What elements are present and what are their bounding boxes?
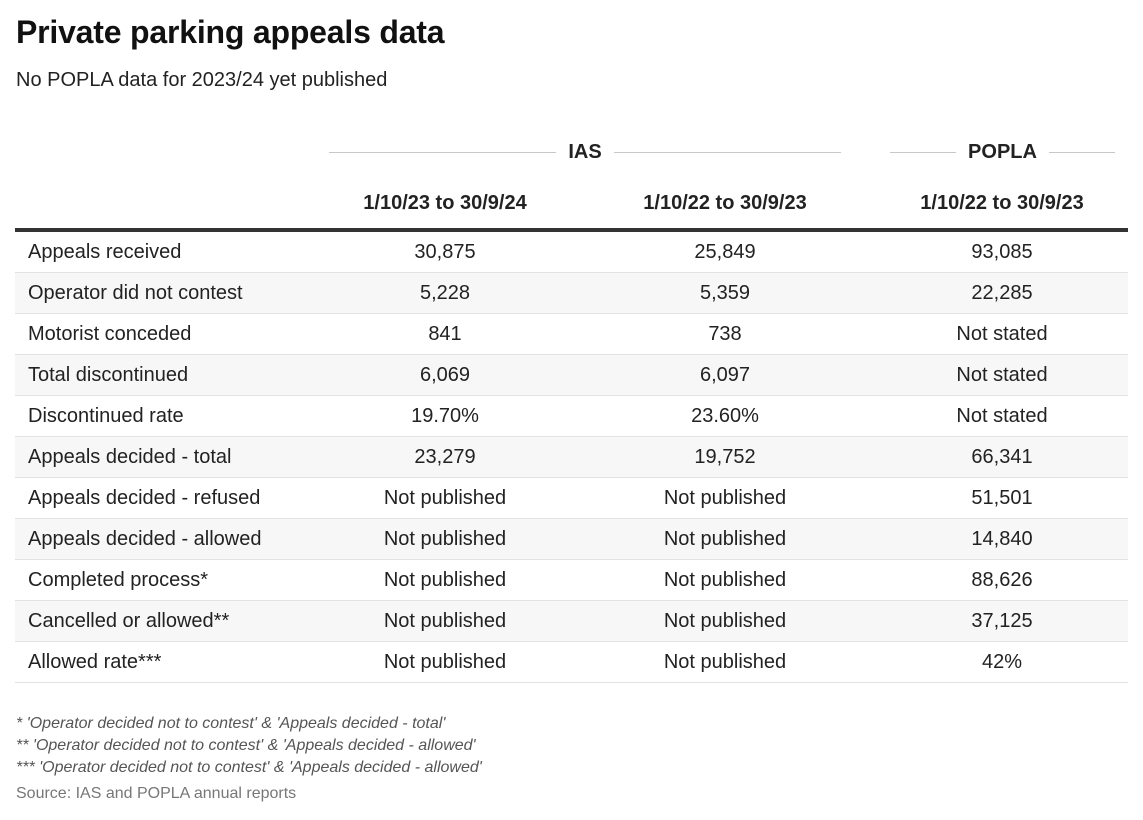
table-row xyxy=(15,560,1128,601)
table-cell: Not published xyxy=(663,569,787,591)
table-cell: Not stated xyxy=(956,323,1048,345)
group-rule xyxy=(1049,152,1115,153)
table-cell: Not published xyxy=(663,651,787,673)
chart-title: Private parking appeals data xyxy=(16,14,445,50)
table-cell: Not stated xyxy=(956,364,1048,386)
table-cell: 19.70% xyxy=(411,405,479,427)
table-body xyxy=(15,232,1128,683)
row-label: Appeals decided - allowed xyxy=(28,528,262,550)
table-row xyxy=(15,314,1128,355)
row-label: Appeals received xyxy=(28,241,182,263)
table-cell: 5,359 xyxy=(699,282,751,304)
table-cell: Not published xyxy=(383,610,507,632)
table-cell: 25,849 xyxy=(694,241,756,263)
row-label: Allowed rate*** xyxy=(28,651,162,673)
table-cell: 6,069 xyxy=(419,364,471,386)
table-cell: 37,125 xyxy=(971,610,1033,632)
table-cell: Not published xyxy=(663,528,787,550)
footnote: ** 'Operator decided not to contest' & 'Appeals decided - allowed' xyxy=(16,737,476,754)
group-header-ias xyxy=(329,139,841,165)
table-cell: 841 xyxy=(428,323,462,345)
table-cell: Not published xyxy=(663,610,787,632)
table-row xyxy=(15,355,1128,396)
column-header-ias-2023-24: 1/10/23 to 30/9/24 xyxy=(363,192,527,214)
table-cell: 19,752 xyxy=(694,446,756,468)
table-cell: Not published xyxy=(383,487,507,509)
row-label: Appeals decided - total xyxy=(28,446,232,468)
table-row xyxy=(15,396,1128,437)
row-label: Motorist conceded xyxy=(28,323,192,345)
table-cell: 42% xyxy=(981,651,1023,673)
group-label-popla: POPLA xyxy=(968,140,1037,163)
group-rule xyxy=(890,152,956,153)
footnote: *** 'Operator decided not to contest' & 'Appeals decided - allowed' xyxy=(16,759,482,776)
group-rule xyxy=(329,152,556,153)
table-cell: Not published xyxy=(383,569,507,591)
column-header-popla-2022-23: 1/10/22 to 30/9/23 xyxy=(920,192,1084,214)
row-label: Cancelled or allowed** xyxy=(28,610,230,632)
source-note: Source: IAS and POPLA annual reports xyxy=(16,785,297,802)
table-cell: Not published xyxy=(383,651,507,673)
group-label-ias: IAS xyxy=(568,140,602,163)
table-cell: 14,840 xyxy=(971,528,1033,550)
table-cell: 23,279 xyxy=(414,446,476,468)
footnote: * 'Operator decided not to contest' & 'Appeals decided - total' xyxy=(16,715,446,732)
table-cell: Not published xyxy=(383,528,507,550)
table-row xyxy=(15,437,1128,478)
table-cell: 30,875 xyxy=(414,241,476,263)
table-row xyxy=(15,232,1128,273)
row-label: Operator did not contest xyxy=(28,282,243,304)
table-cell: Not stated xyxy=(956,405,1048,427)
table-row xyxy=(15,519,1128,560)
table-cell: 738 xyxy=(708,323,742,345)
table-cell: 88,626 xyxy=(971,569,1033,591)
group-header-popla xyxy=(890,139,1115,165)
column-header-ias-2022-23: 1/10/22 to 30/9/23 xyxy=(643,192,807,214)
table-row xyxy=(15,273,1128,314)
table-cell: Not published xyxy=(663,487,787,509)
table-row xyxy=(15,601,1128,642)
footnotes xyxy=(16,713,482,779)
table-cell: 51,501 xyxy=(971,487,1033,509)
table-cell: 93,085 xyxy=(971,241,1033,263)
table-cell: 5,228 xyxy=(419,282,471,304)
table-row xyxy=(15,642,1128,683)
table-cell: 22,285 xyxy=(971,282,1033,304)
table-cell: 23.60% xyxy=(691,405,759,427)
table-cell: 66,341 xyxy=(971,446,1033,468)
table-cell: 6,097 xyxy=(699,364,751,386)
group-rule xyxy=(614,152,841,153)
chart-subtitle: No POPLA data for 2023/24 yet published xyxy=(16,69,388,91)
row-label: Total discontinued xyxy=(28,364,189,386)
row-label: Appeals decided - refused xyxy=(28,487,261,509)
table-row xyxy=(15,478,1128,519)
row-label: Completed process* xyxy=(28,569,209,591)
row-label: Discontinued rate xyxy=(28,405,184,427)
